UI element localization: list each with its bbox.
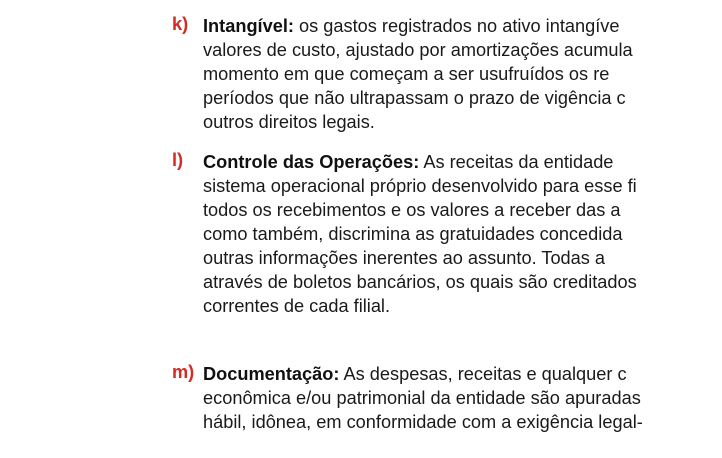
paragraph-line: hábil, idônea, em conformidade com a exigência legal- <box>203 412 643 432</box>
item-text: As despesas, receitas e qualquer c <box>339 364 627 384</box>
paragraph-line: valores de custo, ajustado por amortizações acumula <box>203 40 633 60</box>
list-item-l <box>172 150 722 318</box>
item-text: As receitas da entidade <box>419 152 614 172</box>
item-term: Controle das Operações: <box>203 152 420 172</box>
paragraph-line <box>172 14 722 38</box>
paragraph-line: como também, discrimina as gratuidades concedida <box>203 224 623 244</box>
paragraph-line: correntes de cada filial. <box>203 296 391 316</box>
list-marker: m) <box>172 362 195 382</box>
item-text: os gastos registrados no ativo intangíve <box>293 16 620 36</box>
paragraph-line: outros direitos legais. <box>203 112 375 132</box>
list-item-m <box>172 362 722 434</box>
item-term: Documentação: <box>203 364 340 384</box>
list-marker: l) <box>172 150 184 170</box>
paragraph-line <box>172 362 722 386</box>
list-item-k <box>172 14 722 134</box>
paragraph-line: econômica e/ou patrimonial da entidade são apuradas <box>203 388 641 408</box>
paragraph-line: através de boletos bancários, os quais são creditados <box>203 272 637 292</box>
paragraph-line: períodos que não ultrapassam o prazo de vigência c <box>203 88 626 108</box>
paragraph-line <box>172 150 722 174</box>
paragraph-line: outras informações inerentes ao assunto. Todas a <box>203 248 606 268</box>
list-marker: k) <box>172 14 189 34</box>
paragraph-line: sistema operacional próprio desenvolvido para esse fi <box>203 176 637 196</box>
paragraph-line: momento em que começam a ser usufruídos os re <box>203 64 610 84</box>
paragraph-line: todos os recebimentos e os valores a receber das a <box>203 200 621 220</box>
item-term: Intangível: <box>203 16 294 36</box>
